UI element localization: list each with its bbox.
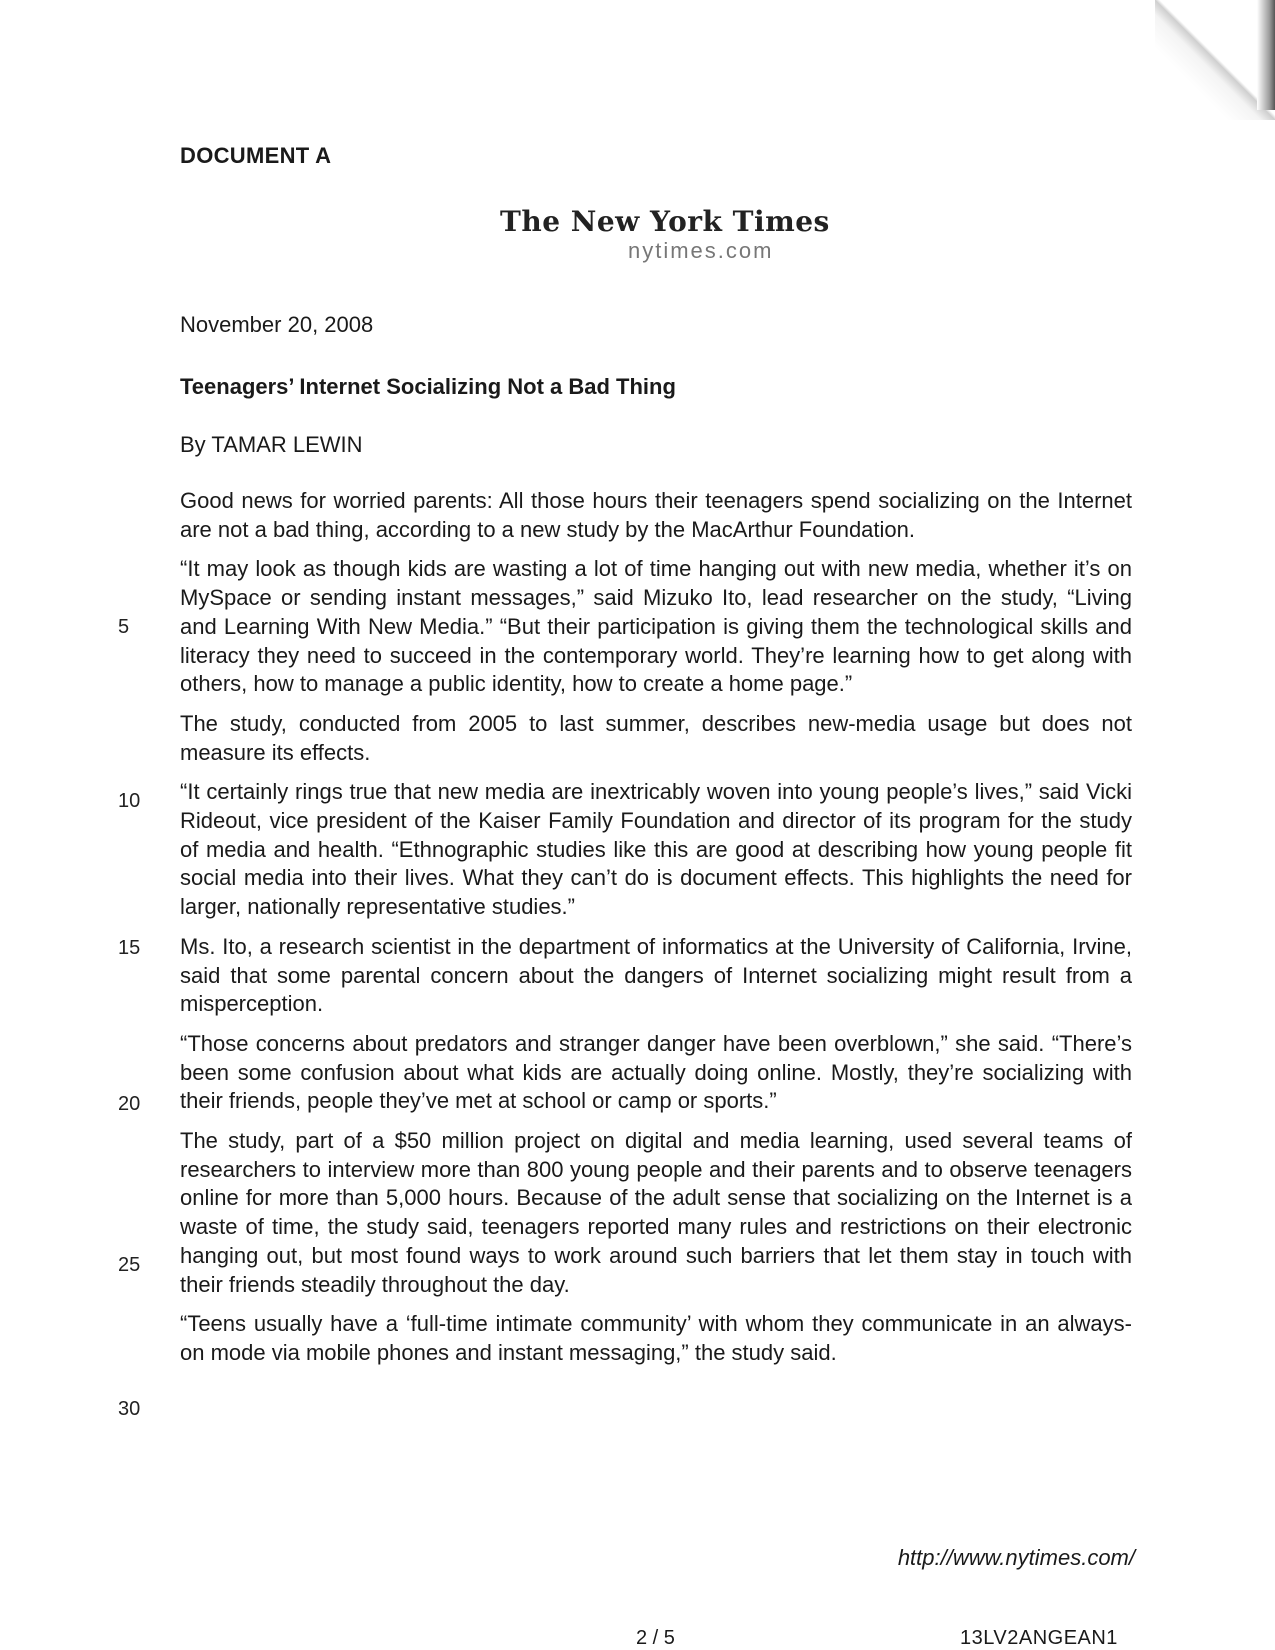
article-paragraph: The study, part of a $50 million project on digital and media learning, used several teams of researchers to interview more than 800 young people and their parents and to observe teenagers online for more than 5,000 hours. Because of the adult sense that socializing on the Internet is a waste of time, the study said, teenagers reported many rules and restrictions on their electronic hanging out, but most found ways to work around such barriers that let them stay in touch with their friends steadily throughout the day. <box>180 1128 1132 1297</box>
line-number: 5 <box>118 616 130 638</box>
article-paragraph: “Those concerns about predators and stranger danger have been overblown,” she said. “There’s been some confusion about what kids are actually doing online. Mostly, they’re socializing with their friends, people they’ve met at school or camp or sports.” <box>180 1030 1132 1114</box>
article-paragraph: “Teens usually have a ‘full-time intimate community’ with whom they communicate in an always-on mode via mobile phones and instant messaging,” the study said. <box>180 1311 1132 1365</box>
line-number: 20 <box>118 1093 141 1115</box>
article-paragraph: “It certainly rings true that new media are inextricably woven into young people’s lives,” said Vicki Rideout, vice president of the Kaiser Family Foundation and director of its program for the study of media and health. “Ethnographic studies like this are good at describing how young people fit social media into their lives. What they can’t do is document effects. This highlights the need for larger, nationally representative studies.” <box>180 779 1132 920</box>
page-number: 2 / 5 <box>636 1627 675 1649</box>
line-number: 10 <box>118 790 141 812</box>
document-code: 13LV2ANGEAN1 <box>960 1627 1118 1649</box>
line-number: 25 <box>118 1254 141 1276</box>
article-headline: Teenagers’ Internet Socializing Not a Bad Thing <box>180 374 676 399</box>
article-byline: By TAMAR LEWIN <box>180 432 363 457</box>
article-paragraph: Good news for worried parents: All those hours their teenagers spend socializing on the Internet are not a bad thing, according to a new study by the MacArthur Foundation. <box>180 488 1132 542</box>
line-number: 30 <box>118 1398 141 1420</box>
article-paragraph: The study, conducted from 2005 to last summer, describes new-media usage but does not measure its effects. <box>180 710 1132 765</box>
source-url: http://www.nytimes.com/ <box>897 1545 1135 1570</box>
line-number: 15 <box>118 937 141 959</box>
newspaper-masthead-logo: The New York Times <box>500 205 830 238</box>
article-date: November 20, 2008 <box>180 312 374 337</box>
masthead-url: nytimes.com <box>628 238 774 263</box>
document-label: DOCUMENT A <box>180 143 332 168</box>
article-paragraph: Ms. Ito, a research scientist in the department of informatics at the University of California, Irvine, said that some parental concern about the dangers of Internet socializing might result from a misperception. <box>180 933 1132 1017</box>
article-body <box>180 487 1132 1379</box>
scan-edge-shadow <box>1257 0 1275 110</box>
article-paragraph: “It may look as though kids are wasting a lot of time hanging out with new media, whether it’s on MySpace or sending instant messages,” said Mizuko Ito, lead researcher on the study, “Living and Learning With New Media.” “But their participation is giving them the technological skills and literacy they need to succeed in the contemporary world. They’re learning how to get along with others, how to manage a public identity, how to create a home page.” <box>180 556 1132 697</box>
